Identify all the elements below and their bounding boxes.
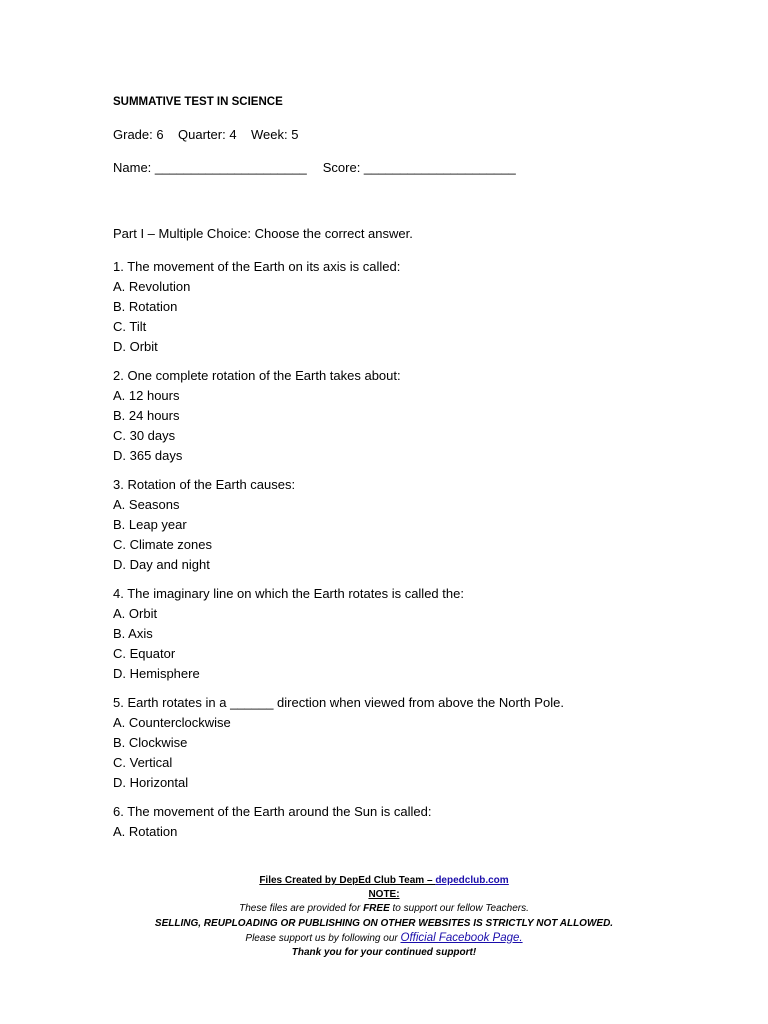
answer-option: B. Axis bbox=[113, 626, 153, 641]
question-stem: 1. The movement of the Earth on its axis is called: bbox=[113, 259, 401, 274]
facebook-page-link[interactable]: Official Facebook Page. bbox=[400, 931, 523, 944]
name-score-row bbox=[113, 160, 516, 176]
note-label: NOTE: bbox=[368, 889, 400, 901]
question-item bbox=[113, 368, 713, 464]
answer-option: B. 24 hours bbox=[113, 408, 180, 423]
score-field: Score: _____________________ bbox=[322, 160, 516, 175]
question-stem: 5. Earth rotates in a ______ direction when viewed from above the North Pole. bbox=[113, 695, 564, 710]
part-heading: Part I – Multiple Choice: Choose the correct answer. bbox=[113, 226, 413, 241]
answer-option: A. Orbit bbox=[113, 606, 158, 621]
question-item bbox=[113, 586, 713, 682]
question-item bbox=[113, 804, 713, 840]
grade-quarter-week: Grade: 6 Quarter: 4 Week: 5 bbox=[113, 127, 299, 142]
test-title: SUMMATIVE TEST IN SCIENCE bbox=[113, 96, 283, 108]
answer-option: D. 365 days bbox=[113, 448, 183, 463]
answer-option: D. Day and night bbox=[113, 557, 210, 572]
footer-notice bbox=[0, 874, 768, 960]
thanks-line: Thank you for your continued support! bbox=[291, 947, 477, 959]
answer-option: A. Seasons bbox=[113, 497, 180, 512]
free-notice: These files are provided for FREE to support our fellow Teachers. bbox=[239, 903, 529, 915]
support-notice: Please support us by following our Official Facebook Page. bbox=[245, 931, 523, 944]
answer-option: C. Equator bbox=[113, 646, 176, 661]
answer-option: C. Vertical bbox=[113, 755, 173, 770]
answer-option: C. Climate zones bbox=[113, 537, 212, 552]
answer-option: A. 12 hours bbox=[113, 388, 180, 403]
question-item bbox=[113, 259, 713, 355]
answer-option: D. Orbit bbox=[113, 339, 158, 354]
answer-option: C. Tilt bbox=[113, 319, 147, 334]
question-item bbox=[113, 695, 713, 791]
answer-option: D. Hemisphere bbox=[113, 666, 200, 681]
answer-option: B. Clockwise bbox=[113, 735, 188, 750]
answer-option: C. 30 days bbox=[113, 428, 176, 443]
answer-option: A. Counterclockwise bbox=[113, 715, 231, 730]
answer-option: A. Rotation bbox=[113, 824, 178, 839]
question-item bbox=[113, 477, 713, 573]
warning-notice: SELLING, REUPLOADING OR PUBLISHING ON OTHER WEBSITES IS STRICTLY NOT ALLOWED. bbox=[154, 917, 614, 929]
question-stem: 6. The movement of the Earth around the Sun is called: bbox=[113, 804, 432, 819]
depedclub-link[interactable]: depedclub.com bbox=[435, 875, 509, 886]
answer-option: B. Leap year bbox=[113, 517, 187, 532]
answer-option: A. Revolution bbox=[113, 279, 191, 294]
name-field: Name: _____________________ bbox=[113, 160, 307, 175]
question-stem: 3. Rotation of the Earth causes: bbox=[113, 477, 296, 492]
credit-line: Files Created by DepEd Club Team – depedclub.com bbox=[259, 875, 509, 886]
question-stem: 2. One complete rotation of the Earth takes about: bbox=[113, 368, 401, 383]
answer-option: B. Rotation bbox=[113, 299, 178, 314]
question-list bbox=[113, 259, 713, 853]
answer-option: D. Horizontal bbox=[113, 775, 189, 790]
question-stem: 4. The imaginary line on which the Earth rotates is called the: bbox=[113, 586, 464, 601]
